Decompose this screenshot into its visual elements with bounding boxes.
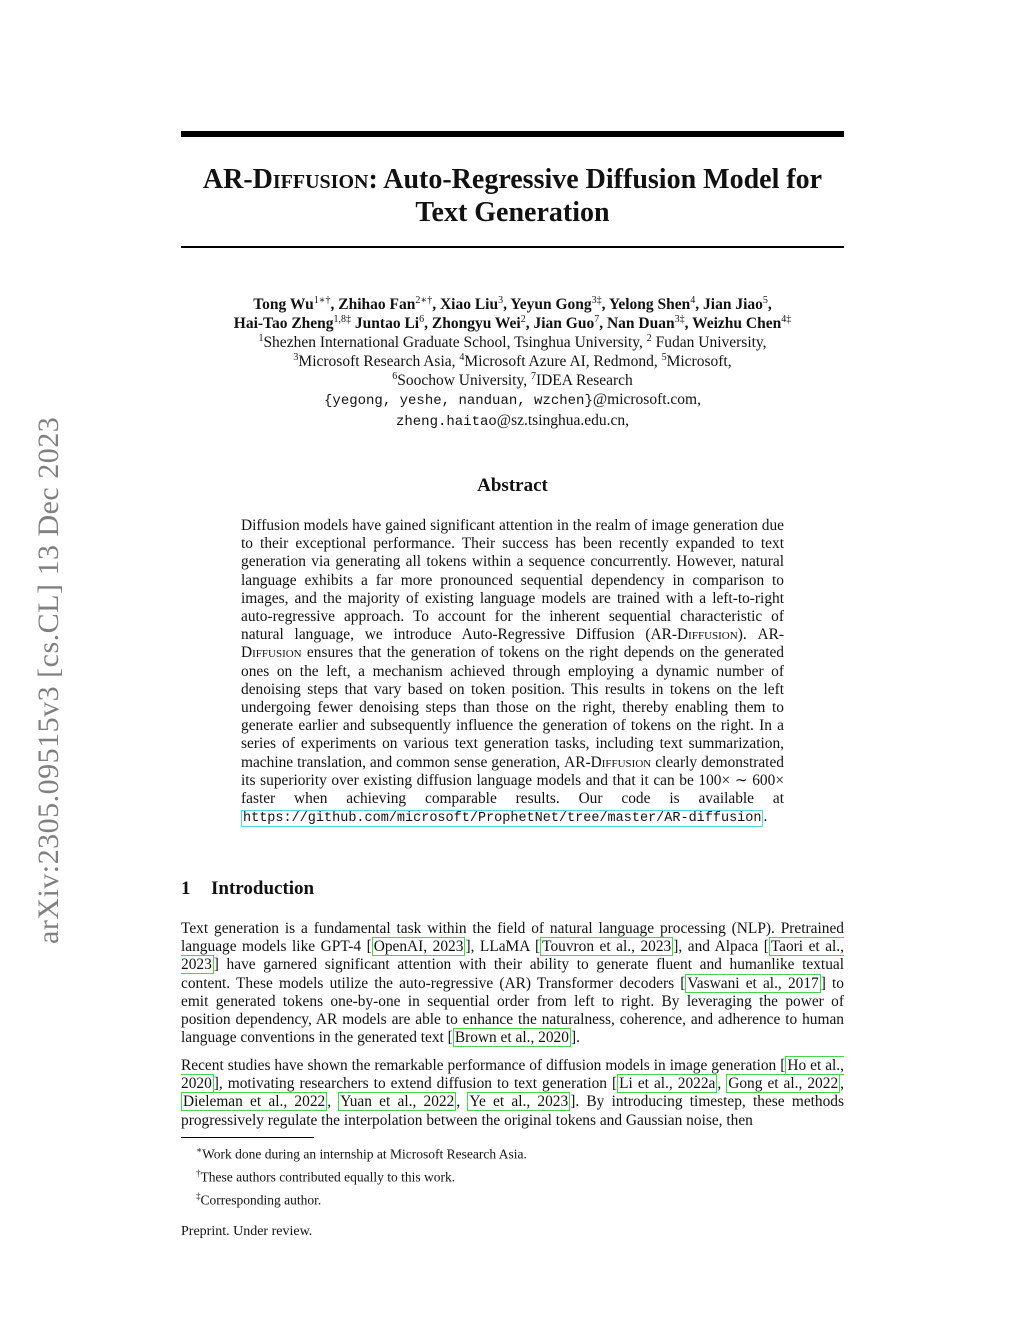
citation-link[interactable]: Vaswani et al., 2017 <box>687 974 819 992</box>
section-number: 1 <box>181 878 191 899</box>
email-domain: @sz.tsinghua.edu.cn, <box>496 412 630 429</box>
abstract-heading: Abstract <box>477 475 548 496</box>
author-affil-mark: 3‡ <box>674 313 685 325</box>
author-name: Zhihao Fan <box>338 296 416 313</box>
citation-link[interactable]: Ye et al., 2023 <box>469 1093 569 1111</box>
title-model-name: AR-Diffusion <box>202 164 369 195</box>
author-affil-mark: 3‡ <box>591 294 602 306</box>
citation-link[interactable]: Yuan et al., 2022 <box>340 1093 455 1111</box>
affiliation-line-1: $^1$Shezhen International Graduate School, Tsinghua University, $^2$ Fudan University, <box>258 332 767 351</box>
citation-link[interactable]: Dieleman et al., 2022 <box>183 1093 326 1111</box>
affiliation-line-2: $^3$Microsoft Research Asia, $^4$Microsoft Azure AI, Redmond, $^5$Microsoft, <box>293 351 732 370</box>
affiliation: IDEA Research <box>535 372 633 389</box>
abstract-body: Diffusion models have gained significant attention in the realm of image generation due to their exceptional performance. Their success has been recently expanded to text generation via generating all tokens within a sequence concurrently. However, natural language exhibits a far more pronounced sequential dependency in comparison to images, and the majority of existing language models are trained with a left-to-right auto-regressive approach. To account for the inherent sequential characteristic of natural language, we introduce Auto-Regressive Diffusion (AR-Diffusion). AR-Diffusion ensures that the generation of tokens on the right depends on the generated ones on the left, a mechanism achieved through employing a dynamic number of denoising steps that vary based on token position. This results in tokens on the left undergoing fewer denoising steps than those on the right, thereby enabling them to generate earlier and subsequently influence the generation of tokens on the right. In a series of experiments on various text generation tasks, including text summarization, machine translation, and common sense generation, AR-Diffusion clearly demonstrated its superiority over existing diffusion language models and that it can be 100× ∼ 600× faster when achieving comparable results. Our code is available at https://github.com/microsoft/ProphetNet/tree/master/AR-diffusion . <box>241 517 784 827</box>
footnote: ∗Work done during an internship at Microsoft Research Asia. <box>196 1145 527 1162</box>
citation-link[interactable]: Li et al., 2022a <box>619 1075 716 1093</box>
author-affil-mark: 5 <box>762 294 768 306</box>
citation-link[interactable]: Taori et al., 2023 <box>181 938 844 974</box>
title-line1: : Auto-Regressive Diffusion Model for <box>368 164 823 195</box>
affiliation: Soochow University, <box>397 372 528 389</box>
author-name: Zhongyu Wei <box>431 315 521 332</box>
email-domain: @microsoft.com, <box>592 391 701 408</box>
affiliation: Microsoft Research Asia, <box>298 353 456 370</box>
affiliation-line-3: $^6$Soochow University, $^7$IDEA Research <box>392 370 633 389</box>
author-name: Juntao Li <box>354 315 420 332</box>
author-affil-mark: 2 <box>520 313 526 325</box>
footnote: †These authors contributed equally to this work. <box>196 1168 456 1185</box>
affiliation: Microsoft, <box>666 353 732 370</box>
email-user: zheng.haitao <box>395 414 497 430</box>
title-bottom-rule <box>181 246 844 248</box>
citation-link[interactable]: Brown et al., 2020 <box>454 1029 569 1047</box>
title-top-rule <box>181 131 844 137</box>
author-name: Hai-Tao Zheng <box>233 315 334 332</box>
paper-title <box>181 163 844 229</box>
author-block <box>181 295 844 432</box>
model-name: AR-Diffusion <box>241 626 784 662</box>
affiliation: Fudan University, <box>655 334 767 351</box>
footnote: ‡Corresponding author. <box>196 1191 322 1208</box>
author-name: Yeyun Gong <box>510 296 592 313</box>
section-heading-introduction <box>181 878 314 900</box>
affiliation: Shezhen International Graduate School, Tsinghua University, <box>263 334 643 351</box>
email-line-1 <box>181 390 844 411</box>
email-line-2 <box>181 411 844 432</box>
affiliation: Microsoft Azure AI, Redmond, <box>464 353 658 370</box>
author-name: Tong Wu <box>253 296 314 313</box>
footnotes <box>196 1141 527 1210</box>
citation-link[interactable]: OpenAI, 2023 <box>373 938 464 956</box>
model-name: AR-Diffusion <box>650 626 738 644</box>
preprint-notice: Preprint. Under review. <box>181 1224 313 1239</box>
author-affil-mark: 1,8‡ <box>333 313 352 325</box>
intro-paragraph-2: Recent studies have shown the remarkable performance of diffusion models in image generation [ Ho et al., 2020 ], motivating researchers to extend diffusion to text generation [ Li et al., 2022a , Gong et al., 2022 , Dieleman et al., 2022 , Yuan et al., 2022 , Ye et al., 2023 ]. By introducing timestep, these methods progressively regulate the interpolation between the original tokens and Gaussian noise, then <box>181 1057 845 1129</box>
author-line-1: Tong $Wu^{1∗\dagger}$, Zhihao Fan$^{2∗\dagger}$, Xiao Liu$^3$, Yeyun Gong$^{3\ddagger}$, Yelong Shen$^4$, Jian Jiao$^5$, <box>253 294 772 313</box>
code-repository-link[interactable]: https://github.com/microsoft/ProphetNet/tree/master/AR-diffusion <box>243 811 762 827</box>
author-name: Jian Guo <box>533 315 595 332</box>
author-name: Yelong Shen <box>608 296 691 313</box>
author-name: Xiao Liu <box>439 296 499 313</box>
arxiv-identifier: arXiv:2305.09515v3 [cs.CL] 13 Dec 2023 <box>32 416 65 944</box>
title-line2: Text Generation <box>415 197 610 228</box>
author-affil-mark: 7 <box>594 313 600 325</box>
author-affil-mark: 6 <box>419 313 425 325</box>
section-title: Introduction <box>211 878 315 899</box>
citation-link[interactable]: Touvron et al., 2023 <box>542 938 672 956</box>
author-affil-mark: 4 <box>690 294 696 306</box>
intro-paragraph-1: Text generation is a fundamental task within the field of natural language processing (NLP). Pretrained language models like GPT-4 [ OpenAI, 2023 ], LLaMA [ Touvron et al., 2023 ], and Alpaca [ Taori et al., 2023 ] have garnered significant attention with their ability to generate fluent and humanlike textual content. These models utilize the auto-regressive (AR) Transformer decoders [ Vaswani et al., 2017 ] to emit generated tokens one-by-one in sequential order from left to right. By leveraging the power of position dependency, AR models are able to enhance the naturalness, coherence, and adherence to human language conventions in the generated text [ Brown et al., 2020 ]. <box>181 920 844 1047</box>
author-affil-mark: 2∗† <box>415 294 433 306</box>
author-affil-mark: 3 <box>498 294 504 306</box>
author-name: Weizhu Chen <box>692 315 782 332</box>
model-name: AR-Diffusion <box>564 753 652 771</box>
citation-link[interactable]: Ho et al., 2020 <box>181 1057 845 1093</box>
author-affil-mark: 1∗† <box>313 294 331 306</box>
footnote-rule <box>181 1137 314 1138</box>
author-name: Jian Jiao <box>703 296 763 313</box>
email-users: {yegong, yeshe, nanduan, wzchen} <box>324 393 593 409</box>
citation-link[interactable]: Gong et al., 2022 <box>728 1075 839 1093</box>
author-affil-mark: 4‡ <box>781 313 792 325</box>
author-name: Nan Duan <box>606 315 675 332</box>
author-line-2: Hai-Tao Zheng$^{1,8\ddagger}$ Juntao Li$^6$, Zhongyu Wei$^2$, Jian Guo$^7$, Nan Duan$^{3\ddagger}$, Weizhu Chen$^{4\ddagger}$ <box>233 313 792 332</box>
